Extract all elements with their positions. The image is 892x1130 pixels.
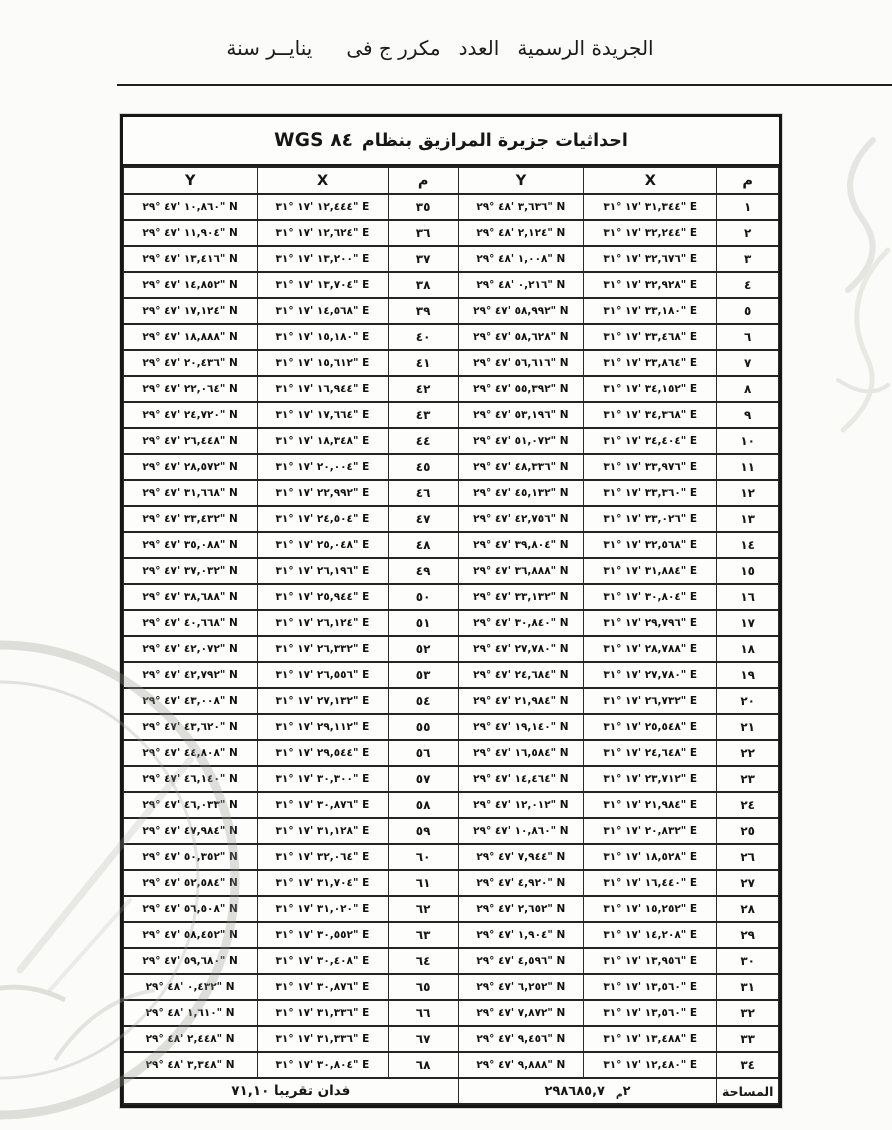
col-header-y2: Y xyxy=(124,167,258,194)
serial-cell-2: ٥٨ xyxy=(388,792,458,818)
coord-cell-x2: ٣١° ١٧' ٢٠,٠٠٤" E xyxy=(257,454,388,480)
table-row xyxy=(124,922,779,948)
coord-cell-y1: ٢٩° ٤٨' ٠,٢١٦" N xyxy=(458,272,584,298)
coord-cell-y1: ٢٩° ٤٧' ٣٣,١٣٢" N xyxy=(458,584,584,610)
coord-cell-x1: ٣١° ١٧' ٢٩,٧٩٦" E xyxy=(584,610,717,636)
table-title xyxy=(123,117,779,166)
coord-cell-y2: ٢٩° ٤٧' ١٣,٤١٦" N xyxy=(124,246,258,272)
coord-cell-y2: ٢٩° ٤٧' ٣٥,٠٨٨" N xyxy=(124,532,258,558)
coord-cell-y1: ٢٩° ٤٨' ٢,١٢٤" N xyxy=(458,220,584,246)
table-row xyxy=(124,818,779,844)
serial-cell-1: ٥ xyxy=(717,298,779,324)
coord-cell-x1: ٣١° ١٧' ٣٢,٦٧٦" E xyxy=(584,246,717,272)
coord-cell-x2: ٣١° ١٧' ٢٥,٠٤٨" E xyxy=(257,532,388,558)
coord-cell-x2: ٣١° ١٧' ٣١,٠٢٠" E xyxy=(257,896,388,922)
serial-cell-2: ٤٨ xyxy=(388,532,458,558)
coord-cell-y2: ٢٩° ٤٧' ١٤,٨٥٢" N xyxy=(124,272,258,298)
margin-scribble-watermark xyxy=(778,130,892,450)
coord-cell-y2: ٢٩° ٤٧' ٢٠,٤٣٦" N xyxy=(124,350,258,376)
serial-cell-2: ٥٥ xyxy=(388,714,458,740)
serial-cell-1: ١٢ xyxy=(717,480,779,506)
coord-cell-y2: ٢٩° ٤٧' ٥٩,٦٨٠" N xyxy=(124,948,258,974)
coord-cell-y2: ٢٩° ٤٧' ٥٠,٣٥٢" N xyxy=(124,844,258,870)
coord-cell-y2: ٢٩° ٤٧' ٤٢,٠٧٢" N xyxy=(124,636,258,662)
serial-cell-1: ٣٣ xyxy=(717,1026,779,1052)
serial-cell-2: ٦٥ xyxy=(388,974,458,1000)
serial-cell-1: ١٧ xyxy=(717,610,779,636)
coord-cell-y2: ٢٩° ٤٧' ٥٨,٤٥٢" N xyxy=(124,922,258,948)
masthead-date: ينايــر سنة xyxy=(226,36,313,60)
serial-cell-2: ٤٣ xyxy=(388,402,458,428)
coord-cell-y2: ٢٩° ٤٨' ٢,٤٤٨" N xyxy=(124,1026,258,1052)
coord-cell-x1: ٣١° ١٧' ١٢,٤٨٠" E xyxy=(584,1052,717,1078)
area-total xyxy=(458,1078,717,1104)
table-row xyxy=(124,766,779,792)
coord-cell-y1: ٢٩° ٤٧' ٤,٥٩٦" N xyxy=(458,948,584,974)
coord-cell-x2: ٣١° ١٧' ٢٦,١٩٦" E xyxy=(257,558,388,584)
coord-cell-y1: ٢٩° ٤٧' ٥٨,٩٩٢" N xyxy=(458,298,584,324)
coord-cell-x1: ٣١° ١٧' ٢٤,٦٤٨" E xyxy=(584,740,717,766)
coord-cell-y1: ٢٩° ٤٧' ١,٩٠٤" N xyxy=(458,922,584,948)
table-row xyxy=(124,896,779,922)
table-row xyxy=(124,350,779,376)
coord-cell-y2: ٢٩° ٤٧' ١٧,١٢٤" N xyxy=(124,298,258,324)
coord-cell-x2: ٣١° ١٧' ٣٠,٥٥٢" E xyxy=(257,922,388,948)
coord-cell-x1: ٣١° ١٧' ٣٣,٠٢٦" E xyxy=(584,506,717,532)
table-row xyxy=(124,714,779,740)
coord-cell-x1: ٣١° ١٧' ٣٣,٩٧٦" E xyxy=(584,454,717,480)
header-row xyxy=(124,167,779,194)
coord-cell-y1: ٢٩° ٤٨' ١,٠٠٨" N xyxy=(458,246,584,272)
coord-cell-y1: ٢٩° ٤٧' ٧,٨٧٢" N xyxy=(458,1000,584,1026)
serial-cell-2: ٤٦ xyxy=(388,480,458,506)
serial-cell-2: ٤٩ xyxy=(388,558,458,584)
coord-cell-y1: ٢٩° ٤٧' ٩,٨٨٨" N xyxy=(458,1052,584,1078)
serial-cell-2: ٣٧ xyxy=(388,246,458,272)
coord-cell-x1: ٣١° ١٧' ٣٢,٥٦٨" E xyxy=(584,532,717,558)
coord-cell-x2: ٣١° ١٧' ٣٠,٨٧٦" E xyxy=(257,792,388,818)
serial-cell-2: ٣٨ xyxy=(388,272,458,298)
serial-cell-1: ٣ xyxy=(717,246,779,272)
coord-cell-x2: ٣١° ١٧' ٣١,٣٣٦" E xyxy=(257,1026,388,1052)
coord-cell-y2: ٢٩° ٤٧' ٤٣,٦٢٠" N xyxy=(124,714,258,740)
coord-cell-y2: ٢٩° ٤٧' ٤٧,٩٨٤" N xyxy=(124,818,258,844)
serial-cell-1: ١٦ xyxy=(717,584,779,610)
coord-cell-x1: ٣١° ١٧' ١٣,٥٦٠" E xyxy=(584,974,717,1000)
coord-cell-y1: ٢٩° ٤٧' ١٢,٠١٢" N xyxy=(458,792,584,818)
coord-cell-y1: ٢٩° ٤٧' ٥٨,٦٢٨" N xyxy=(458,324,584,350)
serial-cell-1: ٢٥ xyxy=(717,818,779,844)
table-row xyxy=(124,948,779,974)
serial-cell-1: ٣٤ xyxy=(717,1052,779,1078)
coord-cell-y1: ٢٩° ٤٨' ٣,٦٣٦" N xyxy=(458,194,584,220)
serial-cell-2: ٥٤ xyxy=(388,688,458,714)
masthead-gazette-name: الجريدة الرسمية xyxy=(517,36,654,60)
serial-cell-2: ٤٠ xyxy=(388,324,458,350)
coord-cell-x2: ٣١° ١٧' ٣١,٣٣٦" E xyxy=(257,1000,388,1026)
coord-cell-y1: ٢٩° ٤٧' ١٦,٥٨٤" N xyxy=(458,740,584,766)
serial-cell-1: ٦ xyxy=(717,324,779,350)
serial-cell-1: ٣٢ xyxy=(717,1000,779,1026)
coord-cell-x2: ٣١° ١٧' ١٢,٦٢٤" E xyxy=(257,220,388,246)
square-meter-unit: ٢م xyxy=(615,1083,631,1100)
coord-cell-x2: ٣١° ١٧' ١٤,٥٦٨" E xyxy=(257,298,388,324)
coord-cell-x1: ٣١° ١٧' ١٤,٢٠٨" E xyxy=(584,922,717,948)
coord-cell-x2: ٣١° ١٧' ١٣,٢٠٠" E xyxy=(257,246,388,272)
coord-cell-y1: ٢٩° ٤٧' ٥٦,٦١٦" N xyxy=(458,350,584,376)
coord-cell-y2: ٢٩° ٤٧' ٤٠,٦٦٨" N xyxy=(124,610,258,636)
coord-cell-x1: ٣١° ١٧' ١٥,٢٥٢" E xyxy=(584,896,717,922)
col-header-serial2: م xyxy=(388,167,458,194)
coord-cell-y1: ٢٩° ٤٧' ٩,٤٥٦" N xyxy=(458,1026,584,1052)
coord-cell-x1: ٣١° ١٧' ٣٣,٨٦٤" E xyxy=(584,350,717,376)
serial-cell-1: ٢ xyxy=(717,220,779,246)
table-row xyxy=(124,740,779,766)
table-row xyxy=(124,974,779,1000)
table-row xyxy=(124,792,779,818)
coord-cell-x2: ٣١° ١٧' ٣١,١٢٨" E xyxy=(257,818,388,844)
serial-cell-1: ٣٠ xyxy=(717,948,779,974)
coord-cell-y1: ٢٩° ٤٧' ٤٨,٣٣٦" N xyxy=(458,454,584,480)
coord-cell-x1: ٣١° ١٧' ١٦,٤٤٠" E xyxy=(584,870,717,896)
table-title-wgs84: WGS ٨٤ xyxy=(274,130,353,151)
coord-cell-y1: ٢٩° ٤٧' ٣٩,٨٠٤" N xyxy=(458,532,584,558)
serial-cell-2: ٤١ xyxy=(388,350,458,376)
coord-cell-y1: ٢٩° ٤٧' ٧,٩٤٤" N xyxy=(458,844,584,870)
serial-cell-1: ٣١ xyxy=(717,974,779,1000)
serial-cell-2: ٤٤ xyxy=(388,428,458,454)
coord-cell-x1: ٣١° ١٧' ٣٣,٣٦٠" E xyxy=(584,480,717,506)
serial-cell-1: ٤ xyxy=(717,272,779,298)
gazette-masthead xyxy=(120,36,760,60)
serial-cell-1: ٩ xyxy=(717,402,779,428)
coord-cell-y1: ٢٩° ٤٧' ٢,٦٥٢" N xyxy=(458,896,584,922)
coord-cell-y1: ٢٩° ٤٧' ٤٢,٧٥٦" N xyxy=(458,506,584,532)
coord-cell-x1: ٣١° ١٧' ٢٨,٧٨٨" E xyxy=(584,636,717,662)
col-header-x1: X xyxy=(584,167,717,194)
table-row xyxy=(124,376,779,402)
coord-cell-x2: ٣١° ١٧' ٣٢,٠٦٤" E xyxy=(257,844,388,870)
coord-cell-y2: ٢٩° ٤٧' ٥٦,٥٠٨" N xyxy=(124,896,258,922)
coord-cell-x2: ٣١° ١٧' ٢٥,٩٤٤" E xyxy=(257,584,388,610)
coord-cell-y2: ٢٩° ٤٧' ٢٨,٥٧٢" N xyxy=(124,454,258,480)
coord-cell-y2: ٢٩° ٤٧' ٢٢,٠٦٤" N xyxy=(124,376,258,402)
coord-cell-y1: ٢٩° ٤٧' ٣٠,٨٤٠" N xyxy=(458,610,584,636)
coord-cell-x1: ٣١° ١٧' ٣٢,٢٤٤" E xyxy=(584,220,717,246)
coord-cell-x2: ٣١° ١٧' ٣٠,٤٠٨" E xyxy=(257,948,388,974)
table-row xyxy=(124,402,779,428)
serial-cell-2: ٦٣ xyxy=(388,922,458,948)
coord-cell-x2: ٣١° ١٧' ٣١,٧٠٤" E xyxy=(257,870,388,896)
table-row xyxy=(124,558,779,584)
coord-cell-x2: ٣١° ١٧' ٣٠,٨٧٦" E xyxy=(257,974,388,1000)
masthead-divider xyxy=(117,84,892,86)
coord-cell-y2: ٢٩° ٤٧' ١١,٩٠٤" N xyxy=(124,220,258,246)
coord-cell-x1: ٣١° ١٧' ٢٦,٧٣٢" E xyxy=(584,688,717,714)
serial-cell-2: ٦٨ xyxy=(388,1052,458,1078)
table-title-arabic: احداثيات جزيرة المرازيق بنظام xyxy=(361,130,628,151)
table-row xyxy=(124,428,779,454)
coord-cell-y2: ٢٩° ٤٧' ١٠,٨٦٠" N xyxy=(124,194,258,220)
coord-cell-x2: ٣١° ١٧' ١٧,٦٦٤" E xyxy=(257,402,388,428)
coord-cell-y2: ٢٩° ٤٨' ١,٦١٠" N xyxy=(124,1000,258,1026)
coord-cell-x1: ٣١° ١٧' ٢٥,٥٤٨" E xyxy=(584,714,717,740)
coord-cell-y1: ٢٩° ٤٧' ٤٥,١٣٢" N xyxy=(458,480,584,506)
table-row xyxy=(124,220,779,246)
serial-cell-2: ٥٠ xyxy=(388,584,458,610)
serial-cell-2: ٤٢ xyxy=(388,376,458,402)
coord-cell-y2: ٢٩° ٤٧' ٥٢,٥٨٤" N xyxy=(124,870,258,896)
coord-cell-x1: ٣١° ١٧' ١٣,٩٥٦" E xyxy=(584,948,717,974)
coord-cell-y2: ٢٩° ٤٧' ٤٣,٠٠٨" N xyxy=(124,688,258,714)
coord-cell-y2: ٢٩° ٤٧' ٣٧,٠٣٢" N xyxy=(124,558,258,584)
serial-cell-1: ١٥ xyxy=(717,558,779,584)
coord-cell-x2: ٣١° ١٧' ٢٩,١١٢" E xyxy=(257,714,388,740)
feddan-total: فدان تقريبا ٧١,١٠ xyxy=(124,1078,459,1104)
coord-cell-y2: ٢٩° ٤٧' ١٨,٨٨٨" N xyxy=(124,324,258,350)
coord-cell-y1: ٢٩° ٤٧' ١٤,٤٦٤" N xyxy=(458,766,584,792)
coord-cell-x1: ٣١° ١٧' ٣١,٣٤٤" E xyxy=(584,194,717,220)
table-row xyxy=(124,194,779,220)
serial-cell-2: ٣٦ xyxy=(388,220,458,246)
coord-cell-y2: ٢٩° ٤٧' ٤٤,٨٠٨" N xyxy=(124,740,258,766)
serial-cell-2: ٦٤ xyxy=(388,948,458,974)
coord-cell-y2: ٢٩° ٤٧' ٣٣,٤٣٢" N xyxy=(124,506,258,532)
coord-cell-x1: ٣١° ١٧' ٣٠,٨٠٤" E xyxy=(584,584,717,610)
serial-cell-2: ٤٧ xyxy=(388,506,458,532)
coord-cell-x2: ٣١° ١٧' ٢٦,٥٥٦" E xyxy=(257,662,388,688)
serial-cell-2: ٥٦ xyxy=(388,740,458,766)
coord-cell-x1: ٣١° ١٧' ٣٣,٤٦٨" E xyxy=(584,324,717,350)
table-row xyxy=(124,662,779,688)
masthead-issue-word: العدد xyxy=(458,36,500,60)
coord-cell-x2: ٣١° ١٧' ٢٤,٥٠٤" E xyxy=(257,506,388,532)
coord-cell-x1: ٣١° ١٧' ١٣,٥٦٠" E xyxy=(584,1000,717,1026)
serial-cell-2: ٦٧ xyxy=(388,1026,458,1052)
coord-cell-y1: ٢٩° ٤٧' ٥٥,٣٩٢" N xyxy=(458,376,584,402)
serial-cell-1: ٢٩ xyxy=(717,922,779,948)
coord-cell-y1: ٢٩° ٤٧' ٢٤,٦٨٤" N xyxy=(458,662,584,688)
serial-cell-1: ٢٦ xyxy=(717,844,779,870)
coord-cell-x1: ٣١° ١٧' ١٣,٤٨٨" E xyxy=(584,1026,717,1052)
coord-cell-x2: ٣١° ١٧' ١٨,٣٤٨" E xyxy=(257,428,388,454)
serial-cell-1: ٢٨ xyxy=(717,896,779,922)
coord-cell-y2: ٢٩° ٤٧' ٢٤,٧٢٠" N xyxy=(124,402,258,428)
coord-cell-x2: ٣١° ١٧' ٢٦,١٢٤" E xyxy=(257,610,388,636)
table-row xyxy=(124,324,779,350)
serial-cell-1: ١٤ xyxy=(717,532,779,558)
coord-cell-x1: ٣١° ١٧' ٣٤,١٥٢" E xyxy=(584,376,717,402)
table-row xyxy=(124,1026,779,1052)
table-body xyxy=(124,194,779,1078)
coord-cell-x2: ٣١° ١٧' ٣٠,٨٠٤" E xyxy=(257,1052,388,1078)
serial-cell-1: ٢٤ xyxy=(717,792,779,818)
coord-cell-y1: ٢٩° ٤٧' ٥٣,١٩٦" N xyxy=(458,402,584,428)
coord-cell-y2: ٢٩° ٤٧' ٣٨,٦٨٨" N xyxy=(124,584,258,610)
col-header-y1: Y xyxy=(458,167,584,194)
coord-cell-x1: ٣١° ١٧' ٣٤,٣٦٨" E xyxy=(584,402,717,428)
summary-row xyxy=(124,1078,779,1104)
serial-cell-1: ١٠ xyxy=(717,428,779,454)
table-row xyxy=(124,298,779,324)
coord-cell-y2: ٢٩° ٤٧' ٣١,٦٦٨" N xyxy=(124,480,258,506)
coord-cell-x2: ٣١° ١٧' ٢٦,٣٣٢" E xyxy=(257,636,388,662)
coord-cell-y1: ٢٩° ٤٧' ١٩,١٤٠" N xyxy=(458,714,584,740)
coord-cell-y1: ٢٩° ٤٧' ٢١,٩٨٤" N xyxy=(458,688,584,714)
serial-cell-2: ٥٩ xyxy=(388,818,458,844)
coord-cell-x2: ٣١° ١٧' ٢٩,٥٤٤" E xyxy=(257,740,388,766)
coord-cell-y1: ٢٩° ٤٧' ٣٦,٨٨٨" N xyxy=(458,558,584,584)
coord-cell-x1: ٣١° ١٧' ٢١,٩٨٤" E xyxy=(584,792,717,818)
serial-cell-2: ٣٩ xyxy=(388,298,458,324)
coordinates-grid xyxy=(123,166,779,1105)
coord-cell-y2: ٢٩° ٤٧' ٤٦,٠٣٣" N xyxy=(124,792,258,818)
coord-cell-x1: ٣١° ١٧' ٣١,٨٨٤" E xyxy=(584,558,717,584)
table-row xyxy=(124,870,779,896)
coord-cell-y1: ٢٩° ٤٧' ٢٧,٧٨٠" N xyxy=(458,636,584,662)
coord-cell-x2: ٣١° ١٧' ١٣,٧٠٤" E xyxy=(257,272,388,298)
coord-cell-x2: ٣١° ١٧' ٢٧,١٣٢" E xyxy=(257,688,388,714)
table-row xyxy=(124,1052,779,1078)
coord-cell-x1: ٣١° ١٧' ٣٤,٤٠٤" E xyxy=(584,428,717,454)
coord-cell-y1: ٢٩° ٤٧' ١٠,٨٦٠" N xyxy=(458,818,584,844)
coord-cell-x2: ٣١° ١٧' ١٦,٩٤٤" E xyxy=(257,376,388,402)
serial-cell-2: ٥١ xyxy=(388,610,458,636)
table-row xyxy=(124,506,779,532)
col-header-x2: X xyxy=(257,167,388,194)
coord-cell-y2: ٢٩° ٤٧' ٤٦,١٤٠" N xyxy=(124,766,258,792)
table-row xyxy=(124,246,779,272)
coord-cell-y1: ٢٩° ٤٧' ٥١,٠٧٢" N xyxy=(458,428,584,454)
coord-cell-x1: ٣١° ١٧' ٢٧,٧٨٠" E xyxy=(584,662,717,688)
serial-cell-1: ٢٣ xyxy=(717,766,779,792)
area-value: ٢٩٨٦٨٥,٧ xyxy=(544,1083,605,1099)
coord-cell-x1: ٣١° ١٧' ٢٣,٧١٢" E xyxy=(584,766,717,792)
coord-cell-x1: ٣١° ١٧' ١٨,٥٢٨" E xyxy=(584,844,717,870)
serial-cell-1: ١١ xyxy=(717,454,779,480)
serial-cell-2: ٥٧ xyxy=(388,766,458,792)
serial-cell-1: ٨ xyxy=(717,376,779,402)
coord-cell-x1: ٣١° ١٧' ٢٠,٨٣٢" E xyxy=(584,818,717,844)
serial-cell-1: ١٣ xyxy=(717,506,779,532)
serial-cell-2: ٥٣ xyxy=(388,662,458,688)
serial-cell-2: ٦٠ xyxy=(388,844,458,870)
serial-cell-1: ٧ xyxy=(717,350,779,376)
serial-cell-2: ٦١ xyxy=(388,870,458,896)
serial-cell-1: ١٩ xyxy=(717,662,779,688)
serial-cell-1: ٢٧ xyxy=(717,870,779,896)
coord-cell-y2: ٢٩° ٤٧' ٢٦,٤٤٨" N xyxy=(124,428,258,454)
serial-cell-2: ٥٢ xyxy=(388,636,458,662)
coord-cell-x2: ٣١° ١٧' ٢٢,٩٩٢" E xyxy=(257,480,388,506)
coord-cell-y2: ٢٩° ٤٨' ٠,٤٣٢" N xyxy=(124,974,258,1000)
table-row xyxy=(124,610,779,636)
table-row xyxy=(124,636,779,662)
table-row xyxy=(124,532,779,558)
table-row xyxy=(124,584,779,610)
table-row xyxy=(124,688,779,714)
serial-cell-1: ٢١ xyxy=(717,714,779,740)
serial-cell-2: ٦٦ xyxy=(388,1000,458,1026)
coord-cell-x2: ٣١° ١٧' ١٥,٦١٢" E xyxy=(257,350,388,376)
coord-cell-x2: ٣١° ١٧' ١٥,١٨٠" E xyxy=(257,324,388,350)
serial-cell-1: ٢٢ xyxy=(717,740,779,766)
serial-cell-2: ٦٢ xyxy=(388,896,458,922)
table-row xyxy=(124,1000,779,1026)
serial-cell-1: ١٨ xyxy=(717,636,779,662)
col-header-serial1: م xyxy=(717,167,779,194)
coordinates-table xyxy=(120,114,782,1108)
table-row xyxy=(124,480,779,506)
serial-cell-2: ٤٥ xyxy=(388,454,458,480)
serial-cell-1: ١ xyxy=(717,194,779,220)
coord-cell-y2: ٢٩° ٤٨' ٣,٣٤٨" N xyxy=(124,1052,258,1078)
table-row xyxy=(124,454,779,480)
serial-cell-1: ٢٠ xyxy=(717,688,779,714)
coord-cell-x2: ٣١° ١٧' ١٢,٤٤٤" E xyxy=(257,194,388,220)
coord-cell-x1: ٣١° ١٧' ٣٢,٩٢٨" E xyxy=(584,272,717,298)
coord-cell-x1: ٣١° ١٧' ٣٣,١٨٠" E xyxy=(584,298,717,324)
coord-cell-y2: ٢٩° ٤٧' ٤٢,٧٩٢" N xyxy=(124,662,258,688)
coord-cell-x2: ٣١° ١٧' ٣٠,٣٠٠" E xyxy=(257,766,388,792)
masthead-mokarrar: مكرر ج فى xyxy=(346,36,441,60)
area-label: المساحة xyxy=(717,1078,779,1104)
coord-cell-y1: ٢٩° ٤٧' ٦,٢٥٢" N xyxy=(458,974,584,1000)
serial-cell-2: ٣٥ xyxy=(388,194,458,220)
table-row xyxy=(124,272,779,298)
coord-cell-y1: ٢٩° ٤٧' ٤,٩٢٠" N xyxy=(458,870,584,896)
table-row xyxy=(124,844,779,870)
